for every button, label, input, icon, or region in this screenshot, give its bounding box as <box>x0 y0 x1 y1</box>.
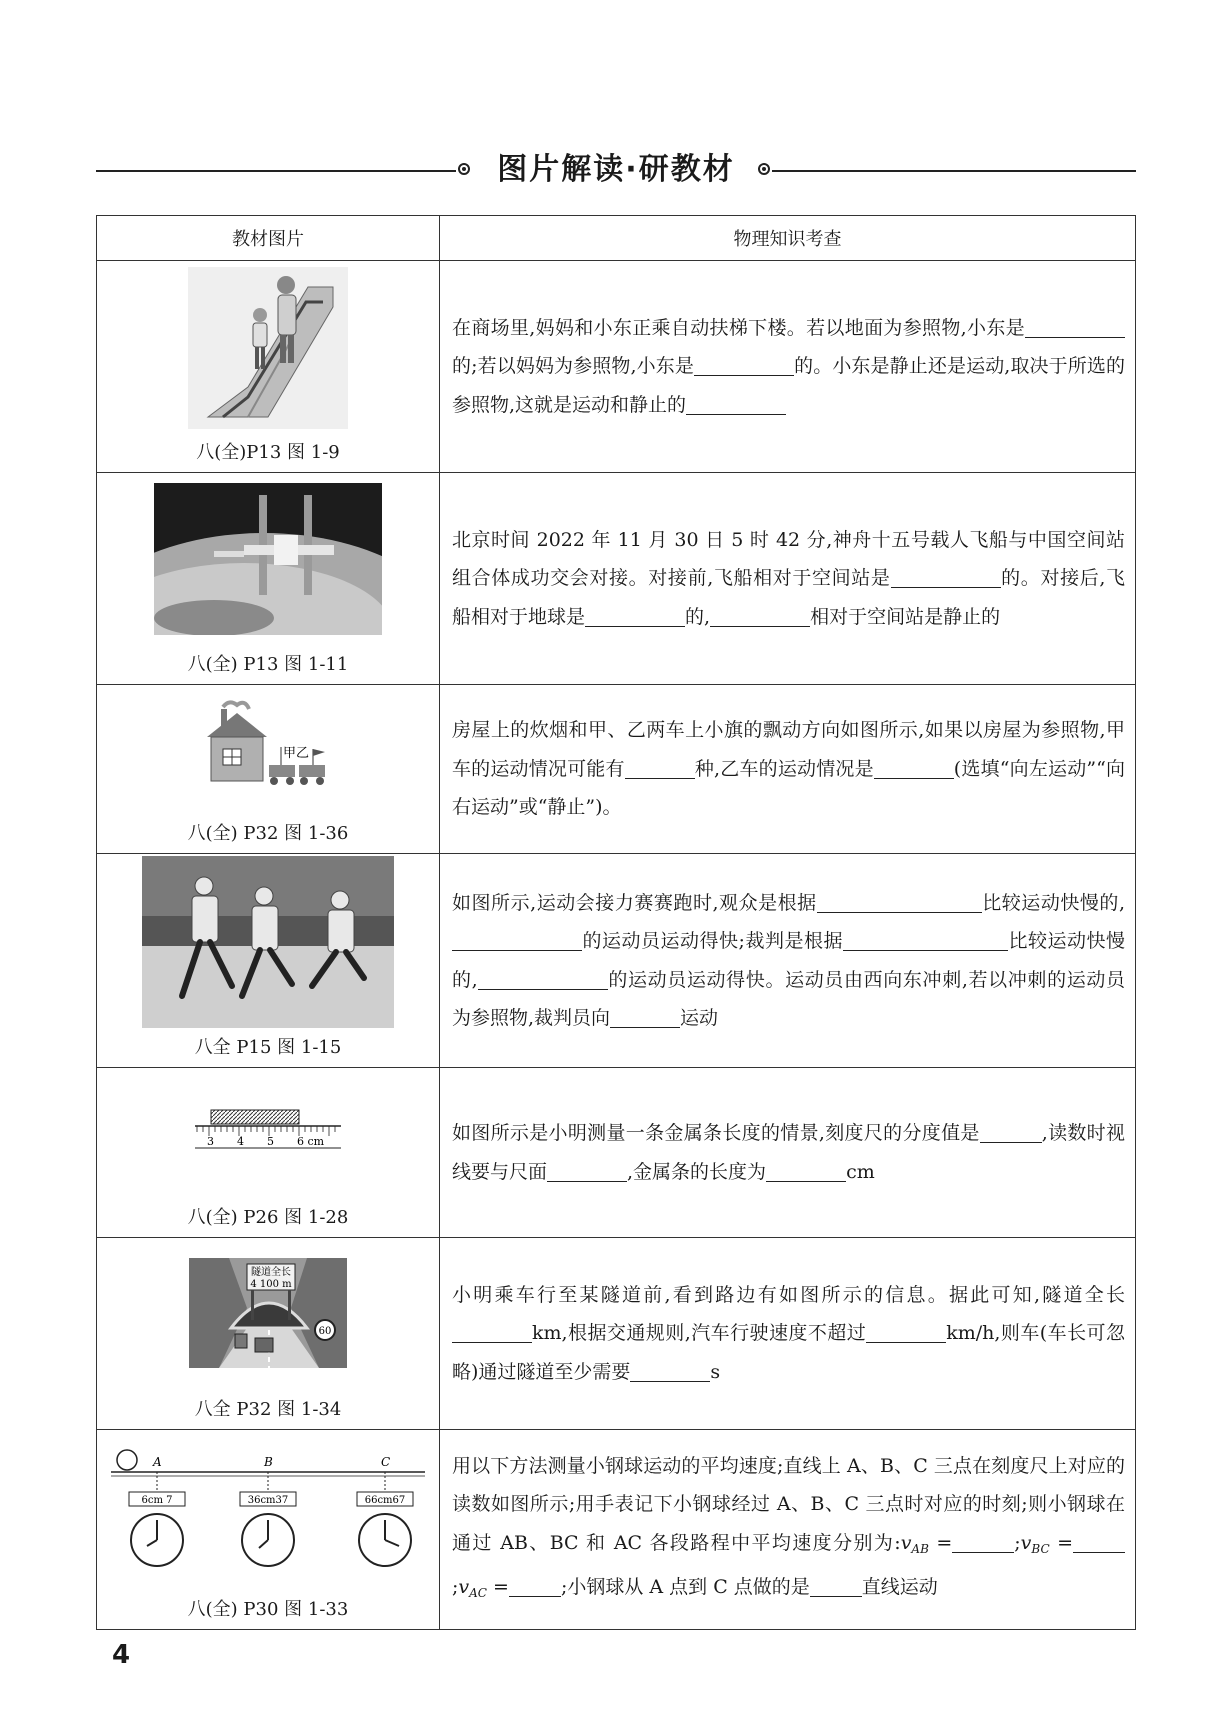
answer-blank <box>766 1160 846 1182</box>
question-segment: 在商场里,妈妈和小东正乘自动扶梯下楼。若以地面为参照物,小东是 <box>452 316 1025 339</box>
point-label: A <box>153 1455 162 1469</box>
answer-blank <box>874 757 954 779</box>
question-segment: (选填“向左运动”“向右运动”或“静止”)。 <box>452 757 1125 819</box>
figure-caption: 八(全) P30 图 1-33 <box>187 1599 349 1620</box>
ruler-reading: 66cm67 <box>364 1495 406 1506</box>
question-segment: 房屋上的炊烟和甲、乙两车上小旗的飘动方向如图所示,如果以房屋为参照物,甲车的运动情况可能有 <box>452 719 1125 780</box>
question-segment: 北京时间 2022 年 11 月 30 日 5 时 42 分,神舟十五号载人飞船与中国空间站组合体成功交会对接。对接前,飞船相对于空间站是 <box>452 528 1125 590</box>
question-segment: ; <box>1014 1531 1021 1554</box>
question-segment: 的;若以妈妈为参照物,小东是 <box>452 355 694 378</box>
ruler-reading: 6cm 7 <box>141 1495 173 1506</box>
table-row <box>97 1068 1136 1238</box>
table-row <box>97 1430 1136 1630</box>
header-rule-right <box>772 170 1136 172</box>
question-segment: 小明乘车行至某隧道前,看到路边有如图所示的信息。据此可知,隧道全长 <box>452 1283 1125 1306</box>
figure-cell <box>97 854 440 1068</box>
space-station-figure <box>154 483 382 635</box>
question-segment: ; <box>452 1576 459 1598</box>
header-rule-left <box>96 170 456 172</box>
textbook-table <box>96 215 1136 1630</box>
velocity-subscript: AB <box>911 1541 929 1556</box>
figure-cell <box>97 1068 440 1238</box>
tunnel-figure <box>189 1258 347 1368</box>
table-row <box>97 261 1136 473</box>
header-ornament-left <box>458 163 470 175</box>
ruler-reading: 36cm37 <box>247 1495 289 1506</box>
question-segment: 的运动员运动得快;裁判是根据 <box>582 930 843 952</box>
question-segment: 种,乙车的运动情况是 <box>694 757 874 780</box>
ruler-label: 3 <box>207 1135 214 1148</box>
question-segment: ,读数时视线要与尺面 <box>452 1122 1125 1183</box>
figure-cell <box>97 1430 440 1630</box>
column-header-picture: 教材图片 <box>97 216 440 261</box>
ruler-label: 6 cm <box>297 1135 325 1148</box>
answer-blank <box>694 354 794 376</box>
answer-blank <box>478 968 608 990</box>
question-segment: ;小钢球从 A 点到 C 点做的是 <box>560 1576 810 1598</box>
ruler-figure <box>193 1108 343 1162</box>
figure-caption: 八全 P15 图 1-15 <box>194 1037 342 1058</box>
cart-labels: 甲乙 <box>283 746 310 761</box>
question-text <box>440 1068 1136 1238</box>
figure-cell <box>97 261 440 473</box>
figure-caption: 八(全) P26 图 1-28 <box>187 1207 349 1228</box>
answer-blank <box>817 891 982 913</box>
ruler-label: 5 <box>267 1135 274 1148</box>
question-segment: 如图所示是小明测量一条金属条长度的情景,刻度尺的分度值是 <box>452 1122 980 1144</box>
figure-cell <box>97 685 440 854</box>
figure-caption: 八全 P32 图 1-34 <box>194 1399 342 1420</box>
question-text <box>440 1238 1136 1430</box>
point-label: C <box>381 1455 391 1469</box>
relay-runners-figure <box>142 856 394 1028</box>
answer-blank <box>810 1575 862 1597</box>
question-segment: s <box>710 1360 721 1383</box>
question-segment: km,根据交通规则,汽车行驶速度不超过 <box>532 1322 867 1345</box>
answer-blank <box>952 1531 1014 1553</box>
question-segment: 的。对接后,飞船相对于地球是 <box>452 567 1125 628</box>
velocity-subscript: BC <box>1031 1541 1050 1556</box>
question-segment: = <box>487 1576 509 1598</box>
question-segment: 的, <box>685 605 711 628</box>
answer-blank <box>710 605 810 627</box>
figure-caption: 八(全) P32 图 1-36 <box>187 823 349 844</box>
velocity-symbol: v <box>458 1576 470 1598</box>
section-title: 图片解读·研教材 <box>497 152 735 187</box>
answer-blank <box>843 929 1008 951</box>
question-text <box>440 854 1136 1068</box>
figure-caption: 八(全)P13 图 1-9 <box>196 442 340 463</box>
velocity-symbol: v <box>1020 1531 1032 1554</box>
figure-cell <box>97 473 440 685</box>
page-number: 4 <box>112 1640 131 1670</box>
answer-blank <box>980 1121 1042 1143</box>
answer-blank <box>585 605 685 627</box>
question-segment: 运动 <box>680 1007 719 1029</box>
table-row <box>97 473 1136 685</box>
question-segment: 比较运动快慢的, <box>452 930 1125 991</box>
answer-blank <box>610 1006 680 1028</box>
figure-caption: 八(全) P13 图 1-11 <box>187 654 349 675</box>
answer-blank <box>1025 316 1125 338</box>
question-segment: 用以下方法测量小钢球运动的平均速度;直线上 A、B、C 三点在刻度尺上对应的读数如图所示;用手表记下小钢球经过 A、B、C 三点时对应的时刻;则小钢球在通过 AB、BC 和 AC 各段路程中平均速度分别为: <box>452 1454 1125 1554</box>
question-segment: 如图所示,运动会接力赛赛跑时,观众是根据 <box>452 891 817 914</box>
table-row <box>97 854 1136 1068</box>
question-segment: 比较运动快慢的, <box>981 891 1125 914</box>
table-row <box>97 1238 1136 1430</box>
answer-blank <box>630 1360 710 1382</box>
ball-clocks-figure <box>109 1444 427 1574</box>
escalator-figure <box>188 267 348 429</box>
answer-blank <box>452 929 582 951</box>
answer-blank <box>686 393 786 415</box>
ruler-label: 4 <box>237 1135 244 1148</box>
tunnel-sign-length: 4 100 m <box>250 1279 292 1290</box>
answer-blank <box>547 1160 627 1182</box>
question-text <box>440 261 1136 473</box>
question-text <box>440 685 1136 854</box>
question-segment: ,金属条的长度为 <box>627 1160 767 1183</box>
question-segment: 的运动员运动得快。运动员由西向东冲刺,若以冲刺的运动员为参照物,裁判员向 <box>452 968 1125 1029</box>
section-header <box>96 150 1136 190</box>
question-segment: 直线运动 <box>861 1576 938 1598</box>
answer-blank <box>891 566 1001 588</box>
answer-blank <box>452 1321 532 1343</box>
question-segment: 的。小东是静止还是运动,取决于所选的参照物,这就是运动和静止的 <box>452 355 1125 416</box>
question-segment: cm <box>846 1160 875 1183</box>
question-segment: = <box>1049 1531 1073 1554</box>
answer-blank <box>509 1575 561 1597</box>
table-row <box>97 685 1136 854</box>
answer-blank <box>625 757 695 779</box>
question-text <box>440 473 1136 685</box>
question-segment: = <box>928 1531 953 1554</box>
house-and-carts-figure <box>203 699 333 791</box>
answer-blank <box>866 1321 946 1343</box>
question-text <box>440 1430 1136 1630</box>
header-ornament-right <box>758 163 770 175</box>
figure-cell <box>97 1238 440 1430</box>
answer-blank <box>1073 1531 1125 1553</box>
column-header-knowledge: 物理知识考查 <box>440 216 1136 261</box>
question-segment: 相对于空间站是静止的 <box>810 605 1001 628</box>
point-label: B <box>264 1455 273 1469</box>
question-segment: km/h,则车(车长可忽略)通过隧道至少需要 <box>452 1322 1125 1383</box>
velocity-symbol: v <box>900 1531 912 1554</box>
speed-limit-sign: 60 <box>318 1326 332 1337</box>
tunnel-sign-title: 隧道全长 <box>251 1267 291 1278</box>
velocity-subscript: AC <box>469 1586 487 1600</box>
table-header-row <box>97 216 1136 261</box>
